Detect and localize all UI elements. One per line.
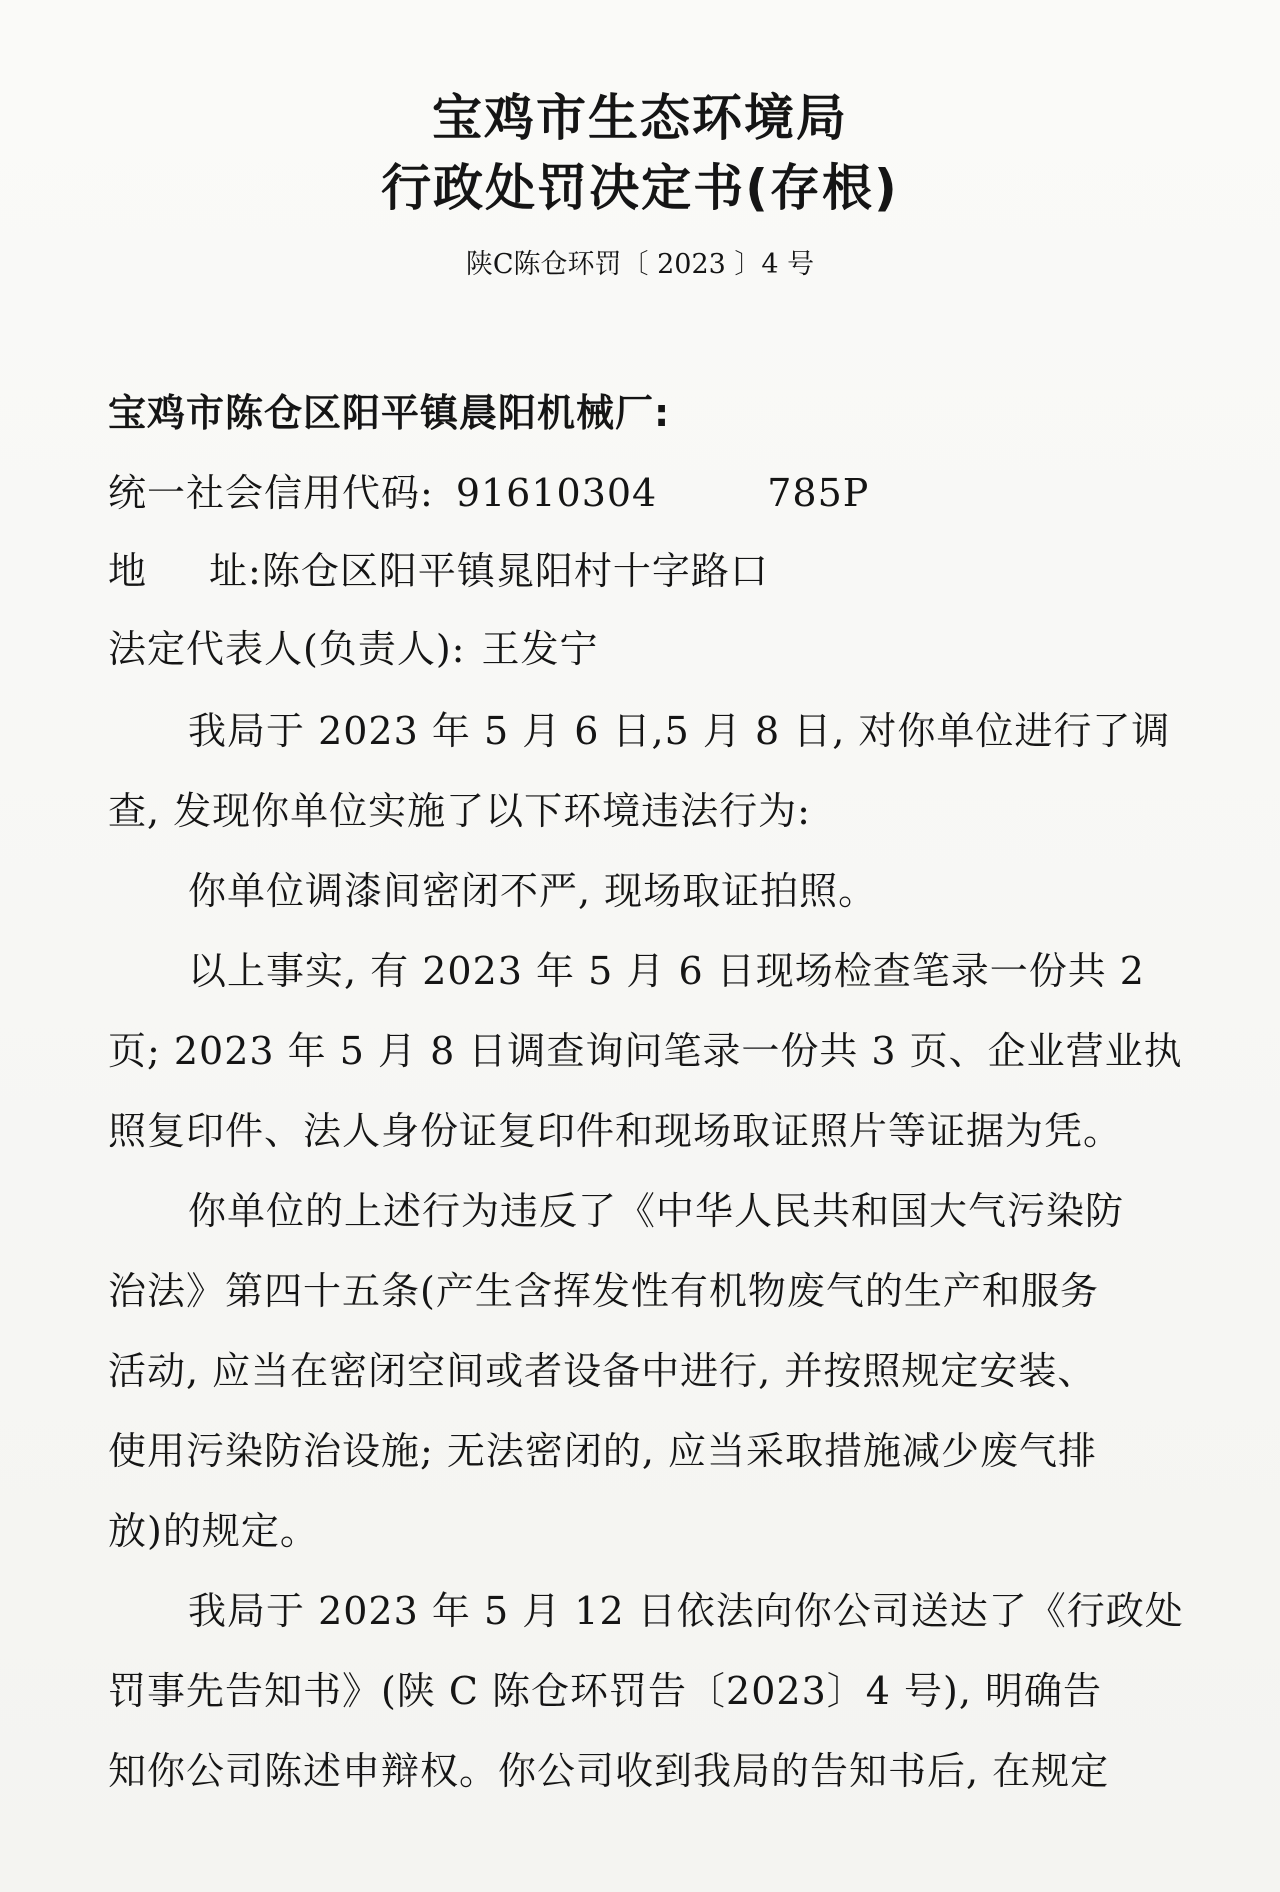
body-line-7: 你单位的上述行为违反了《中华人民共和国大气污染防 [188,1189,1125,1233]
agency-title: 宝鸡市生态环境局 [432,89,848,147]
credit-code-part2: 785P [767,471,870,515]
document-title: 行政处罚决定书(存根) [381,159,899,217]
body-line-10: 使用污染防治设施; 无法密闭的, 应当采取措施减少废气排 [108,1429,1098,1473]
credit-code-part1: 91610304 [455,471,658,515]
body-line-12: 我局于 2023 年 5 月 12 日依法向你公司送达了《行政处 [188,1589,1184,1633]
body-line-8: 治法》第四十五条(产生含挥发性有机物废气的生产和服务 [108,1269,1099,1313]
legal-rep-row [108,618,598,673]
legal-rep-label: 法定代表人(负责人): [108,627,466,671]
address-row [108,540,769,595]
body-line-5: 页; 2023 年 5 月 8 日调查询问笔录一份共 3 页、企业营业执 [108,1029,1183,1073]
legal-rep-value: 王发宁 [481,627,599,671]
body-line-13: 罚事先告知书》(陕 C 陈仓环罚告〔2023〕4 号), 明确告 [108,1669,1103,1713]
credit-code-label: 统一社会信用代码: [108,471,434,515]
address-label-2: 址: [209,549,262,593]
body-line-14: 知你公司陈述申辩权。你公司收到我局的告知书后, 在规定 [108,1749,1110,1793]
address-label-1: 地 [108,549,148,593]
document-number: 陕C陈仓环罚〔 2023 〕4 号 [465,249,815,280]
credit-code-row [108,462,869,517]
body-line-11: 放)的规定。 [108,1509,319,1553]
body-line-9: 活动, 应当在密闭空间或者设备中进行, 并按照规定安装、 [108,1349,1097,1393]
body-line-6: 照复印件、法人身份证复印件和现场取证照片等证据为凭。 [108,1109,1123,1153]
body-line-4: 以上事实, 有 2023 年 5 月 6 日现场检查笔录一份共 2 [188,949,1145,993]
body-line-2: 查, 发现你单位实施了以下环境违法行为: [108,789,811,833]
body-line-1: 我局于 2023 年 5 月 6 日,5 月 8 日, 对你单位进行了调 [188,709,1171,753]
recipient-name: 宝鸡市陈仓区阳平镇晨阳机械厂: [108,391,671,435]
body-line-3: 你单位调漆间密闭不严, 现场取证拍照。 [188,869,878,913]
address-value: 陈仓区阳平镇晁阳村十字路口 [261,549,769,593]
